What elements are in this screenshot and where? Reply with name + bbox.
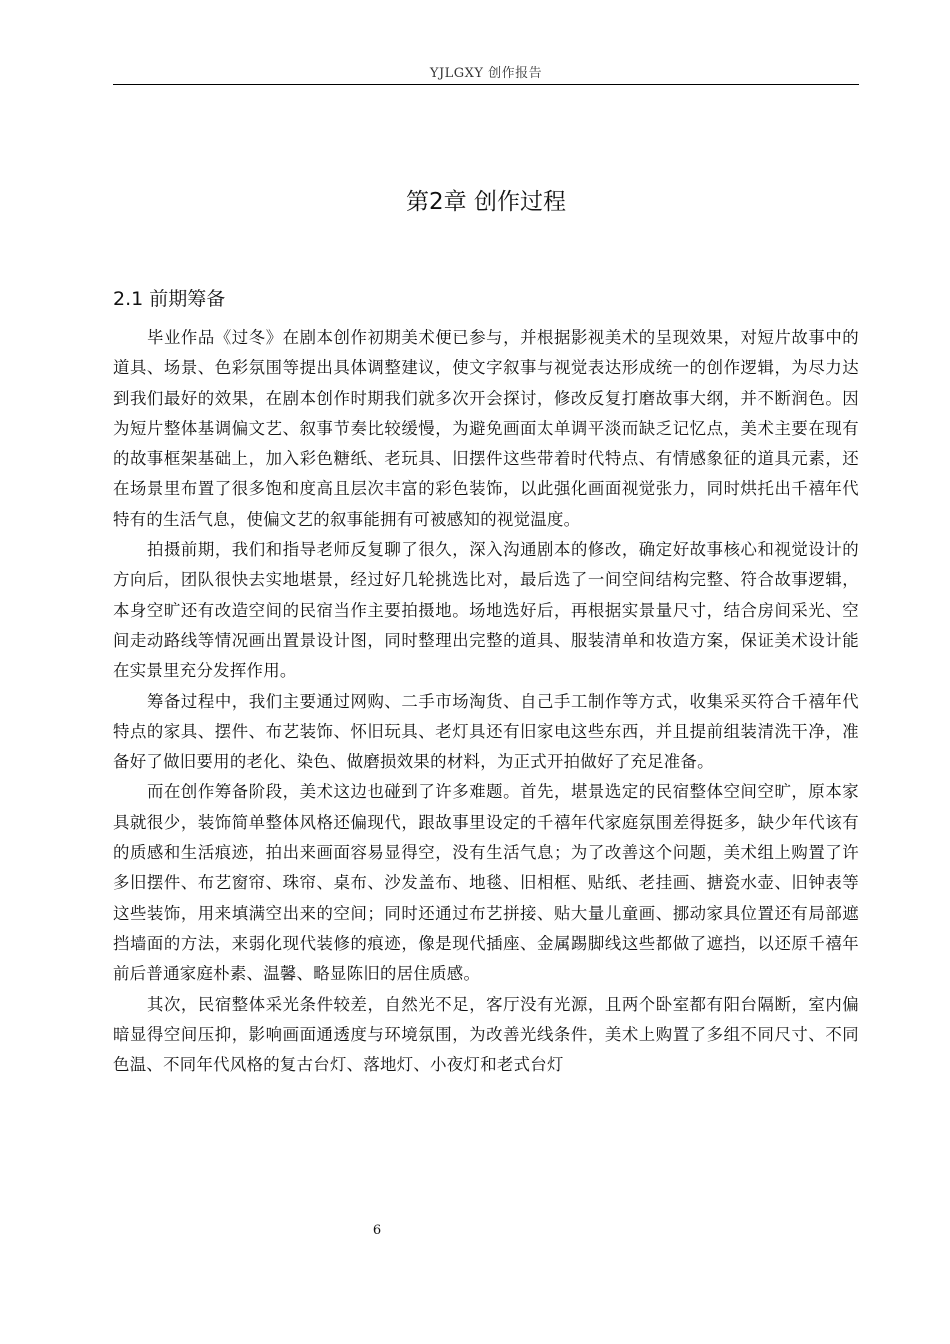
page-number: 6: [372, 1223, 382, 1238]
section-heading: 2.1 前期筹备: [113, 288, 226, 310]
running-header: YJLGXY 创作报告: [429, 66, 543, 81]
paragraph-2: 拍摄前期，我们和指导老师反复聊了很久，深入沟通剧本的修改，确定好故事核心和视觉设计的方向后，团队很快去实地堪景，经过好几轮挑选比对，最后选了一间空间结构完整、符合故事逻辑，本身空旷还有改造空间的民宿当作主要拍摄地。场地选好后，再根据实景量尺寸，结合房间采光、空间走动路线等情况画出置景设计图，同时整理出完整的道具、服装清单和妆造方案，保证美术设计能在实景里充分发挥作用。: [113, 540, 859, 681]
header-rule: [113, 84, 859, 85]
chapter-title: 第2章 创作过程: [406, 189, 566, 215]
paragraph-5: 其次，民宿整体采光条件较差，自然光不足，客厅没有光源，且两个卧室都有阳台隔断，室内偏暗显得空间压抑，影响画面通透度与环境氛围，为改善光线条件，美术上购置了多组不同尺寸、不同色温、不同年代风格的复古台灯、落地灯、小夜灯和老式台灯: [113, 994, 859, 1075]
paragraph-1: 毕业作品《过冬》在剧本创作初期美术便已参与，并根据影视美术的呈现效果，对短片故事中的道具、场景、色彩氛围等提出具体调整建议，使文字叙事与视觉表达形成统一的创作逻辑，为尽力达到我们最好的效果，在剧本创作时期我们就多次开会探讨，修改反复打磨故事大纲，并不断润色。因为短片整体基调偏文艺、叙事节奏比较缓慢，为避免画面太单调平淡而缺乏记忆点，美术主要在现有的故事框架基础上，加入彩色糖纸、老玩具、旧摆件这些带着时代特点、有情感象征的道具元素，还在场景里布置了很多饱和度高且层次丰富的彩色装饰，以此强化画面视觉张力，同时烘托出千禧年代特有的生活气息，使偏文艺的叙事能拥有可被感知的视觉温度。: [113, 328, 859, 529]
body-text: [113, 323, 859, 1080]
paragraph-3: 筹备过程中，我们主要通过网购、二手市场淘货、自己手工制作等方式，收集采买符合千禧年代特点的家具、摆件、布艺装饰、怀旧玩具、老灯具还有旧家电这些东西，并且提前组装清洗干净，准备好了做旧要用的老化、染色、做磨损效果的材料，为正式开拍做好了充足准备。: [113, 691, 859, 772]
paragraph-4: 而在创作筹备阶段，美术这边也碰到了许多难题。首先，堪景选定的民宿整体空间空旷，原本家具就很少，装饰简单整体风格还偏现代，跟故事里设定的千禧年代家庭氛围差得挺多，缺少年代该有的质感和生活痕迹，拍出来画面容易显得空，没有生活气息；为了改善这个问题，美术组上购置了许多旧摆件、布艺窗帘、珠帘、桌布、沙发盖布、地毯、旧相框、贴纸、老挂画、搪瓷水壶、旧钟表等这些装饰，用来填满空出来的空间；同时还通过布艺拼接、贴大量儿童画、挪动家具位置还有局部遮挡墙面的方法，来弱化现代装修的痕迹，像是现代插座、金属踢脚线这些都做了遮挡，以还原千禧年前后普通家庭朴素、温馨、略显陈旧的居住质感。: [113, 782, 859, 984]
